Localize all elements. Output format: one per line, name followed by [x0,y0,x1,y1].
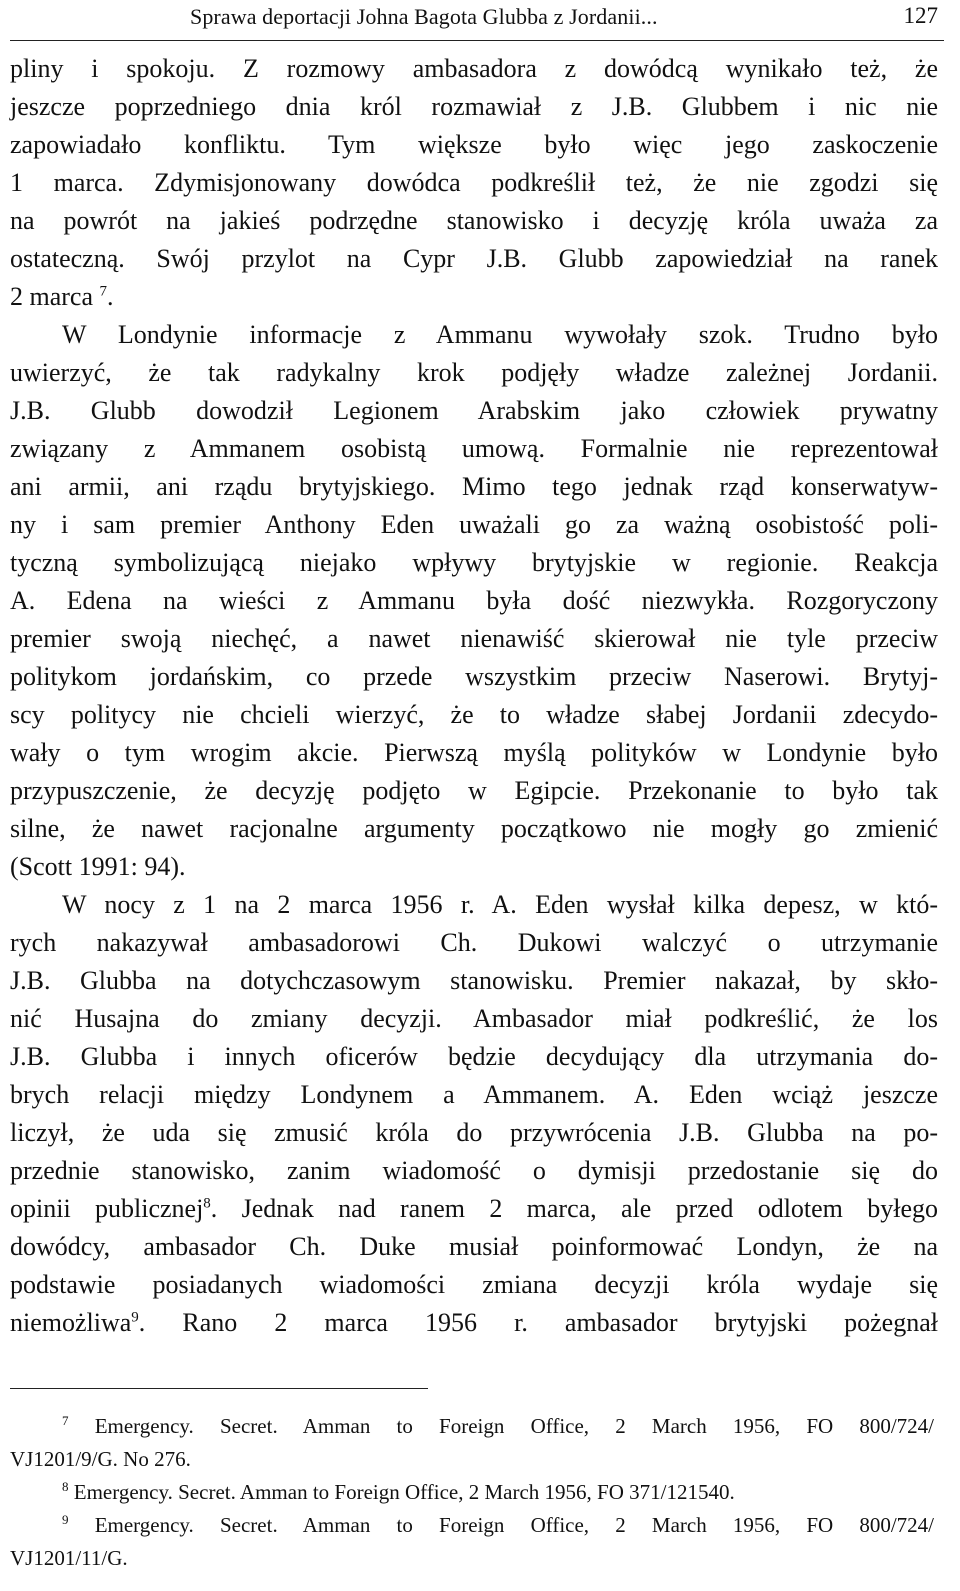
text-line: pliny i spokoju. Z rozmowy ambasadora z dowódcą wynikało też, że [10,54,938,83]
text-line: liczył, że uda się zmusić króla do przywrócenia J.B. Glubba na po- [10,1118,938,1147]
running-title: Sprawa deportacji Johna Bagota Glubba z Jordanii... [190,4,658,29]
text-line: politykom jordańskim, co przede wszystkim przeciw Naserowi. Brytyj- [10,662,938,691]
text-fragment: niemożliwa [10,1308,132,1337]
text-line: premier swoją niechęć, a nawet nienawiść skierował nie tyle przeciw [10,624,938,653]
text-line: ani armii, ani rządu brytyjskiego. Mimo tego jednak rząd konserwatyw- [10,472,938,501]
footnote-reference[interactable]: 7 [99,283,108,300]
text-fragment: 2 marca [10,282,94,311]
text-line: tyczną symbolizującą niejako wpływy brytyjskie w regionie. Reakcja [10,548,938,577]
text-line: rych nakazywał ambasadorowi Ch. Dukowi walczyć o utrzymanie [10,928,938,957]
text-line: przypuszczenie, że decyzję podjęto w Egipcie. Przekonanie to było tak [10,776,938,805]
footnote-number: 9 [62,1512,69,1527]
text-line: W nocy z 1 na 2 marca 1956 r. A. Eden wysłał kilka depesz, w któ- [62,890,938,919]
page-number: 127 [903,3,938,28]
footnote-text: Emergency. Secret. Amman to Foreign Office, 2 March 1956, FO 371/121540. [73,1480,735,1504]
text-line: 1 marca. Zdymisjonowany dowódca podkreślił też, że nie zgodzi się [10,168,938,197]
text-line: brych relacji między Londynem a Ammanem. A. Eden wciąż jeszcze [10,1080,938,1109]
running-header [10,0,944,41]
text-line: J.B. Glubb dowodził Legionem Arabskim jako człowiek prywatny [10,396,938,425]
footnote-separator [10,1388,428,1389]
text-line: jeszcze poprzedniego dnia król rozmawiał z J.B. Glubbem i nic nie [10,92,938,121]
footnote [10,1509,934,1542]
text-line: na powrót na jakieś podrzędne stanowisko i decyzję króla uważa za [10,206,938,235]
text-line: uwierzyć, że tak radykalny krok podjęły władze zależnej Jordanii. [10,358,938,387]
text-fragment: . Jednak nad ranem 2 marca, ale przed odlotem byłego [210,1194,938,1223]
text-line: silne, że nawet racjonalne argumenty początkowo nie mogły go zmienić [10,814,938,843]
footnote-text: Emergency. Secret. Amman to Foreign Office, 2 March 1956, FO 800/724/ [94,1513,935,1537]
text-fragment: . Rano 2 marca 1956 r. ambasador brytyjski pożegnał [138,1308,938,1337]
text-line: J.B. Glubba na dotychczasowym stanowisku. Premier nakazał, by skło- [10,966,938,995]
footnote [10,1410,934,1443]
footnotes [10,1410,934,1575]
text-line: ny i sam premier Anthony Eden uważali go za ważną osobistość poli- [10,510,938,539]
text-line: podstawie posiadanych wiadomości zmiana decyzji króla wydaje się [10,1270,938,1299]
footnote-continuation: VJ1201/11/G. [10,1546,128,1570]
footnote-continuation: VJ1201/9/G. No 276. [10,1447,191,1471]
footnote-number: 7 [62,1413,69,1428]
text-line: J.B. Glubba i innych oficerów będzie decydujący dla utrzymania do- [10,1042,938,1071]
text-line [10,1304,938,1342]
document-page [10,0,944,1591]
footnote-reference[interactable]: 9 [131,1309,139,1326]
text-fragment: opinii publicznej [10,1194,204,1223]
text-line: scy politycy nie chcieli wierzyć, że to władze słabej Jordanii zdecydo- [10,700,938,729]
text-line: W Londynie informacje z Ammanu wywołały szok. Trudno było [62,320,938,349]
text-line: (Scott 1991: 94). [10,852,186,881]
text-line: zapowiadało konfliktu. Tym większe było więc jego zaskoczenie [10,130,938,159]
text-line: związany z Ammanem osobistą umową. Formalnie nie reprezentował [10,434,938,463]
footnote-reference[interactable]: 8 [203,1195,211,1212]
text-line: A. Edena na wieści z Ammanu była dość niezwykła. Rozgoryczony [10,586,938,615]
text-line: ostateczną. Swój przylot na Cypr J.B. Glubb zapowiedział na ranek [10,244,938,273]
text-line: przednie stanowisko, zanim wiadomość o dymisji przedostanie się do [10,1156,938,1185]
text-line [10,278,938,316]
text-line: wały o tym wrogim akcie. Pierwszą myślą polityków w Londynie było [10,738,938,767]
text-line [10,1190,938,1228]
footnote [10,1476,934,1509]
footnote-number: 8 [62,1479,69,1494]
body-text [10,50,938,1342]
text-line: dowódcy, ambasador Ch. Duke musiał poinformować Londyn, że na [10,1232,938,1261]
text-line: nić Husajna do zmiany decyzji. Ambasador miał podkreślić, że los [10,1004,938,1033]
text-fragment: . [107,282,114,311]
footnote-text: Emergency. Secret. Amman to Foreign Office, 2 March 1956, FO 800/724/ [94,1414,935,1438]
